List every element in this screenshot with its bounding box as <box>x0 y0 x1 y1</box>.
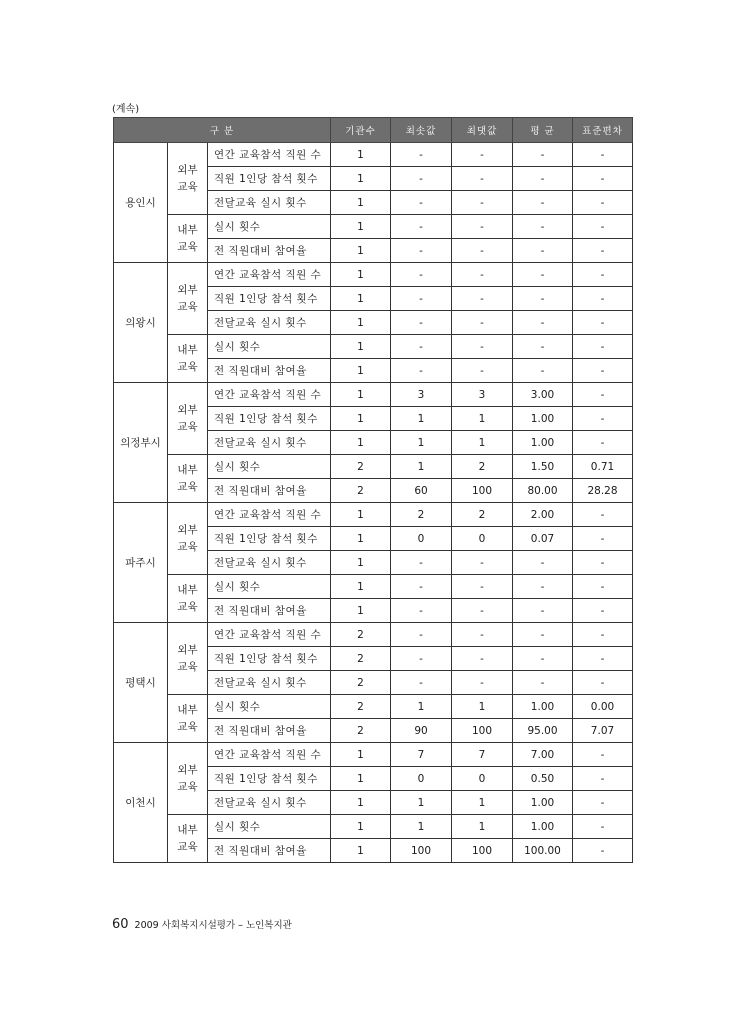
statistics-table <box>113 117 633 863</box>
external-education-cell: 외부 교육 <box>168 743 208 815</box>
item-cell: 실시 횟수 <box>208 335 331 359</box>
item-cell: 전 직원대비 참여율 <box>208 239 331 263</box>
value-cell: - <box>513 359 573 383</box>
external-education-cell: 외부 교육 <box>168 623 208 695</box>
city-cell: 파주시 <box>114 503 168 623</box>
value-cell: 1 <box>331 335 391 359</box>
value-cell: 2 <box>331 719 391 743</box>
value-cell: 1.00 <box>513 695 573 719</box>
value-cell: - <box>391 143 452 167</box>
value-cell: - <box>452 239 513 263</box>
value-cell: - <box>513 311 573 335</box>
value-cell: 1 <box>331 407 391 431</box>
city-cell: 이천시 <box>114 743 168 863</box>
value-cell: 2 <box>331 695 391 719</box>
value-cell: 2 <box>331 623 391 647</box>
item-cell: 직원 1인당 참석 횟수 <box>208 287 331 311</box>
header-category: 구 분 <box>114 118 331 143</box>
value-cell: 1 <box>391 455 452 479</box>
item-cell: 연간 교육참석 직원 수 <box>208 263 331 287</box>
value-cell: 1 <box>331 767 391 791</box>
item-cell: 전달교육 실시 횟수 <box>208 791 331 815</box>
value-cell: - <box>513 647 573 671</box>
value-cell: 0 <box>391 767 452 791</box>
value-cell: 1 <box>452 815 513 839</box>
item-cell: 실시 횟수 <box>208 695 331 719</box>
value-cell: - <box>391 191 452 215</box>
value-cell: 2.00 <box>513 503 573 527</box>
value-cell: 1 <box>391 791 452 815</box>
value-cell: 2 <box>391 503 452 527</box>
internal-education-cell: 내부 교육 <box>168 815 208 863</box>
value-cell: 7 <box>391 743 452 767</box>
value-cell: - <box>452 335 513 359</box>
value-cell: 1 <box>331 239 391 263</box>
value-cell: 1 <box>452 695 513 719</box>
value-cell: - <box>513 263 573 287</box>
value-cell: - <box>513 335 573 359</box>
value-cell: - <box>452 551 513 575</box>
item-cell: 전 직원대비 참여율 <box>208 719 331 743</box>
internal-education-cell: 내부 교육 <box>168 215 208 263</box>
value-cell: - <box>513 623 573 647</box>
value-cell: - <box>391 575 452 599</box>
value-cell: - <box>513 167 573 191</box>
item-cell: 전달교육 실시 횟수 <box>208 431 331 455</box>
value-cell: 80.00 <box>513 479 573 503</box>
item-cell: 실시 횟수 <box>208 575 331 599</box>
value-cell: - <box>573 311 633 335</box>
table-row <box>114 143 633 167</box>
value-cell: - <box>513 143 573 167</box>
item-cell: 연간 교육참석 직원 수 <box>208 143 331 167</box>
value-cell: - <box>513 671 573 695</box>
value-cell: 1 <box>452 791 513 815</box>
value-cell: 1 <box>331 575 391 599</box>
value-cell: 0 <box>391 527 452 551</box>
item-cell: 전달교육 실시 횟수 <box>208 551 331 575</box>
value-cell: - <box>391 623 452 647</box>
item-cell: 실시 횟수 <box>208 215 331 239</box>
page-number: 60 <box>112 917 129 932</box>
value-cell: - <box>391 239 452 263</box>
value-cell: - <box>452 671 513 695</box>
table-header-row <box>114 118 633 143</box>
item-cell: 전 직원대비 참여율 <box>208 839 331 863</box>
value-cell: - <box>573 815 633 839</box>
table-row <box>114 743 633 767</box>
value-cell: 1 <box>391 431 452 455</box>
value-cell: 2 <box>331 455 391 479</box>
item-cell: 연간 교육참석 직원 수 <box>208 743 331 767</box>
value-cell: 1.00 <box>513 815 573 839</box>
value-cell: 1 <box>331 551 391 575</box>
value-cell: 7.00 <box>513 743 573 767</box>
value-cell: 1 <box>331 839 391 863</box>
value-cell: 1 <box>331 527 391 551</box>
value-cell: 1 <box>331 359 391 383</box>
value-cell: 2 <box>452 455 513 479</box>
item-cell: 직원 1인당 참석 횟수 <box>208 647 331 671</box>
page-footer <box>112 917 292 932</box>
item-cell: 전 직원대비 참여율 <box>208 479 331 503</box>
value-cell: - <box>513 191 573 215</box>
value-cell: 3 <box>452 383 513 407</box>
table-row <box>114 383 633 407</box>
value-cell: - <box>391 359 452 383</box>
external-education-cell: 외부 교육 <box>168 263 208 335</box>
value-cell: 1 <box>391 407 452 431</box>
value-cell: - <box>573 791 633 815</box>
value-cell: 1.00 <box>513 431 573 455</box>
item-cell: 연간 교육참석 직원 수 <box>208 383 331 407</box>
table-row <box>114 215 633 239</box>
continued-label: (계속) <box>112 104 140 115</box>
header-min: 최솟값 <box>391 118 452 143</box>
value-cell: - <box>513 575 573 599</box>
item-cell: 실시 횟수 <box>208 455 331 479</box>
value-cell: - <box>452 143 513 167</box>
value-cell: 28.28 <box>573 479 633 503</box>
value-cell: 1.00 <box>513 791 573 815</box>
value-cell: - <box>391 671 452 695</box>
city-cell: 의정부시 <box>114 383 168 503</box>
value-cell: - <box>513 551 573 575</box>
value-cell: 1 <box>331 167 391 191</box>
internal-education-cell: 내부 교육 <box>168 695 208 743</box>
value-cell: - <box>573 575 633 599</box>
external-education-cell: 외부 교육 <box>168 383 208 455</box>
value-cell: - <box>573 239 633 263</box>
value-cell: - <box>452 647 513 671</box>
value-cell: - <box>452 167 513 191</box>
table-row <box>114 575 633 599</box>
value-cell: 7.07 <box>573 719 633 743</box>
value-cell: - <box>573 383 633 407</box>
value-cell: 0 <box>452 767 513 791</box>
value-cell: - <box>452 359 513 383</box>
value-cell: 1.00 <box>513 407 573 431</box>
value-cell: 1.50 <box>513 455 573 479</box>
value-cell: 0.71 <box>573 455 633 479</box>
table-row <box>114 695 633 719</box>
footer-title: 2009 사회복지시설평가 – 노인복지관 <box>134 920 292 931</box>
value-cell: 100 <box>452 839 513 863</box>
value-cell: 60 <box>391 479 452 503</box>
value-cell: - <box>573 623 633 647</box>
value-cell: - <box>573 839 633 863</box>
value-cell: 0.07 <box>513 527 573 551</box>
external-education-cell: 외부 교육 <box>168 143 208 215</box>
value-cell: 1 <box>331 143 391 167</box>
value-cell: - <box>391 647 452 671</box>
value-cell: - <box>573 191 633 215</box>
value-cell: 1 <box>331 383 391 407</box>
internal-education-cell: 내부 교육 <box>168 575 208 623</box>
value-cell: - <box>573 215 633 239</box>
value-cell: 1 <box>331 287 391 311</box>
value-cell: 1 <box>331 431 391 455</box>
value-cell: 2 <box>331 671 391 695</box>
value-cell: - <box>573 671 633 695</box>
table-row <box>114 335 633 359</box>
value-cell: - <box>513 239 573 263</box>
external-education-cell: 외부 교육 <box>168 503 208 575</box>
value-cell: 1 <box>331 263 391 287</box>
value-cell: - <box>573 551 633 575</box>
city-cell: 용인시 <box>114 143 168 263</box>
value-cell: 1 <box>331 215 391 239</box>
value-cell: 2 <box>331 479 391 503</box>
value-cell: 3.00 <box>513 383 573 407</box>
item-cell: 연간 교육참석 직원 수 <box>208 623 331 647</box>
value-cell: 1 <box>391 695 452 719</box>
value-cell: 100.00 <box>513 839 573 863</box>
value-cell: - <box>452 263 513 287</box>
table-row <box>114 503 633 527</box>
value-cell: 1 <box>331 503 391 527</box>
item-cell: 연간 교육참석 직원 수 <box>208 503 331 527</box>
header-max: 최댓값 <box>452 118 513 143</box>
value-cell: 0.00 <box>573 695 633 719</box>
value-cell: 1 <box>331 815 391 839</box>
value-cell: - <box>391 215 452 239</box>
value-cell: - <box>573 335 633 359</box>
item-cell: 전달교육 실시 횟수 <box>208 191 331 215</box>
item-cell: 직원 1인당 참석 횟수 <box>208 527 331 551</box>
value-cell: 1 <box>331 599 391 623</box>
value-cell: - <box>391 551 452 575</box>
item-cell: 전 직원대비 참여율 <box>208 599 331 623</box>
value-cell: 100 <box>391 839 452 863</box>
item-cell: 직원 1인당 참석 횟수 <box>208 167 331 191</box>
value-cell: - <box>573 743 633 767</box>
value-cell: - <box>452 599 513 623</box>
item-cell: 직원 1인당 참석 횟수 <box>208 407 331 431</box>
table-row <box>114 263 633 287</box>
header-std-dev: 표준편차 <box>573 118 633 143</box>
value-cell: 0.50 <box>513 767 573 791</box>
internal-education-cell: 내부 교육 <box>168 335 208 383</box>
value-cell: - <box>391 335 452 359</box>
item-cell: 실시 횟수 <box>208 815 331 839</box>
value-cell: - <box>573 359 633 383</box>
value-cell: 1 <box>331 743 391 767</box>
value-cell: - <box>573 407 633 431</box>
value-cell: 1 <box>331 791 391 815</box>
value-cell: - <box>452 575 513 599</box>
value-cell: - <box>573 503 633 527</box>
table-row <box>114 815 633 839</box>
value-cell: - <box>452 191 513 215</box>
value-cell: 2 <box>452 503 513 527</box>
value-cell: - <box>452 311 513 335</box>
internal-education-cell: 내부 교육 <box>168 455 208 503</box>
header-institution-count: 기관수 <box>331 118 391 143</box>
value-cell: 7 <box>452 743 513 767</box>
value-cell: - <box>391 599 452 623</box>
value-cell: 3 <box>391 383 452 407</box>
value-cell: 1 <box>331 191 391 215</box>
table-row <box>114 455 633 479</box>
value-cell: - <box>573 263 633 287</box>
table-row <box>114 623 633 647</box>
item-cell: 전 직원대비 참여율 <box>208 359 331 383</box>
value-cell: - <box>391 167 452 191</box>
value-cell: 100 <box>452 479 513 503</box>
value-cell: 2 <box>331 647 391 671</box>
value-cell: 1 <box>452 431 513 455</box>
value-cell: - <box>573 143 633 167</box>
value-cell: - <box>452 215 513 239</box>
value-cell: - <box>513 287 573 311</box>
value-cell: 1 <box>452 407 513 431</box>
value-cell: 95.00 <box>513 719 573 743</box>
value-cell: - <box>452 287 513 311</box>
value-cell: - <box>573 431 633 455</box>
value-cell: - <box>452 623 513 647</box>
value-cell: - <box>513 599 573 623</box>
item-cell: 전달교육 실시 횟수 <box>208 311 331 335</box>
value-cell: - <box>391 287 452 311</box>
value-cell: - <box>573 767 633 791</box>
value-cell: - <box>573 647 633 671</box>
value-cell: - <box>391 311 452 335</box>
value-cell: - <box>391 263 452 287</box>
value-cell: - <box>573 167 633 191</box>
value-cell: - <box>573 287 633 311</box>
value-cell: - <box>573 599 633 623</box>
value-cell: 0 <box>452 527 513 551</box>
city-cell: 의왕시 <box>114 263 168 383</box>
city-cell: 평택시 <box>114 623 168 743</box>
header-mean: 평 균 <box>513 118 573 143</box>
item-cell: 전달교육 실시 횟수 <box>208 671 331 695</box>
value-cell: - <box>573 527 633 551</box>
value-cell: 1 <box>391 815 452 839</box>
value-cell: 100 <box>452 719 513 743</box>
value-cell: - <box>513 215 573 239</box>
item-cell: 직원 1인당 참석 횟수 <box>208 767 331 791</box>
value-cell: 90 <box>391 719 452 743</box>
value-cell: 1 <box>331 311 391 335</box>
